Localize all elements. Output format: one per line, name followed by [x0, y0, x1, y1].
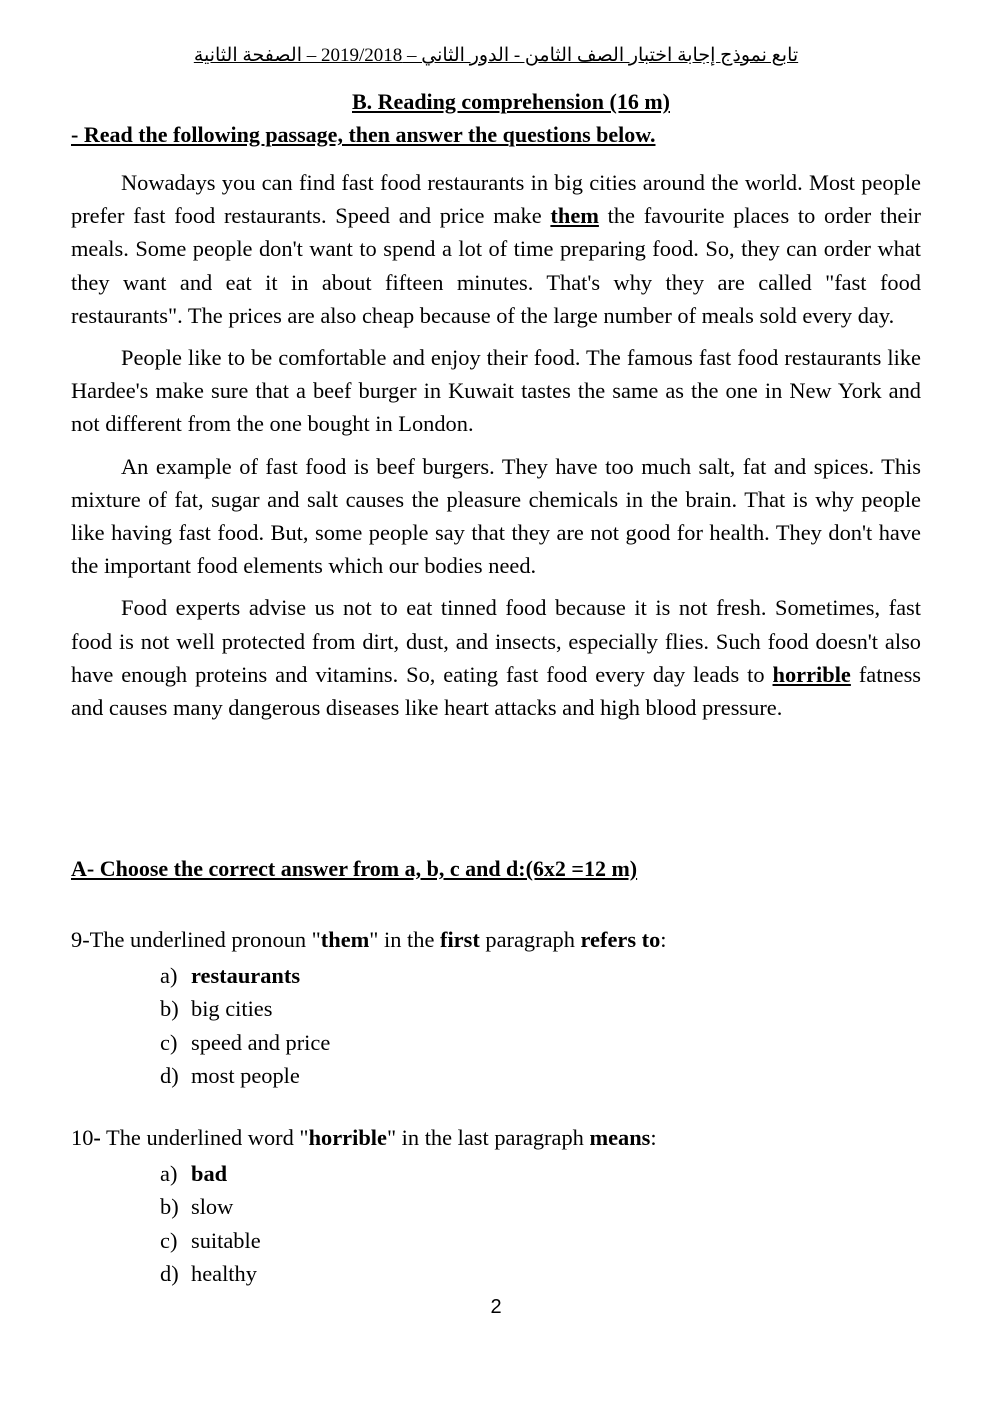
correct-answer: restaurants: [191, 963, 301, 988]
question-10-options: [160, 1157, 261, 1290]
option-b: b) slow: [160, 1194, 234, 1220]
underlined-horrible: horrible: [772, 661, 851, 687]
paragraph-3: An example of fast food is beef burgers. They have too much salt, fat and spices. This mixture of fat, sugar and salt causes the pleasure chemicals in the brain. That is why people like having fast food. But, some people say that they are not good for health. They don't have the important food elements which our bodies need.: [71, 453, 921, 579]
underlined-them: them: [550, 203, 599, 229]
option-d: d) most people: [160, 1062, 300, 1088]
reading-passage: [71, 166, 921, 733]
option-c: c) suitable: [160, 1227, 261, 1253]
question-9: 9-The underlined pronoun "them" in the first paragraph refers to:: [71, 927, 667, 952]
option-a: a) bad: [160, 1161, 228, 1186]
option-a: a) restaurants: [160, 963, 301, 988]
paragraph-1: Nowadays you can find fast food restaurants in big cities around the world. Most people prefer fast food restaurants. Speed and price make them the favourite places to order their meals. Some people don't want to spend a lot of time preparing food. So, they can order what they want and eat it in about fifteen minutes. That's why they are called "fast food restaurants". The prices are also cheap because of the large number of meals sold every day.: [71, 170, 921, 328]
option-b: b) big cities: [160, 996, 273, 1022]
part-a-title: A- Choose the correct answer from a, b, c and d:(6x2 =12 m): [71, 856, 638, 881]
page-number: 2: [490, 1296, 502, 1318]
section-instruction: - Read the following passage, then answer the questions below.: [71, 122, 656, 147]
option-d: d) healthy: [160, 1260, 257, 1286]
arabic-page-header: تابع نموذج إجابة اختبار الصف الثامن - الدور الثاني – 2019/2018 – الصفحة الثانية: [193, 45, 799, 66]
question-9-options: [160, 959, 330, 1092]
correct-answer: bad: [191, 1161, 228, 1186]
paragraph-2: People like to be comfortable and enjoy their food. The famous fast food restaurants like Hardee's make sure that a beef burger in Kuwait tastes the same as the one in New York and not different from the one bought in London.: [71, 345, 921, 437]
question-10: 10- The underlined word "horrible" in the last paragraph means:: [71, 1125, 657, 1150]
paragraph-4: Food experts advise us not to eat tinned food because it is not fresh. Sometimes, fast food is not well protected from dirt, dust, and insects, especially flies. Such food doesn't also have enough proteins and vitamins. So, eating fast food every day leads to horrible fatness and causes many dangerous diseases like heart attacks and high blood pressure.: [71, 595, 921, 721]
option-c: c) speed and price: [160, 1029, 331, 1055]
section-title: B. Reading comprehension (16 m): [352, 89, 670, 114]
